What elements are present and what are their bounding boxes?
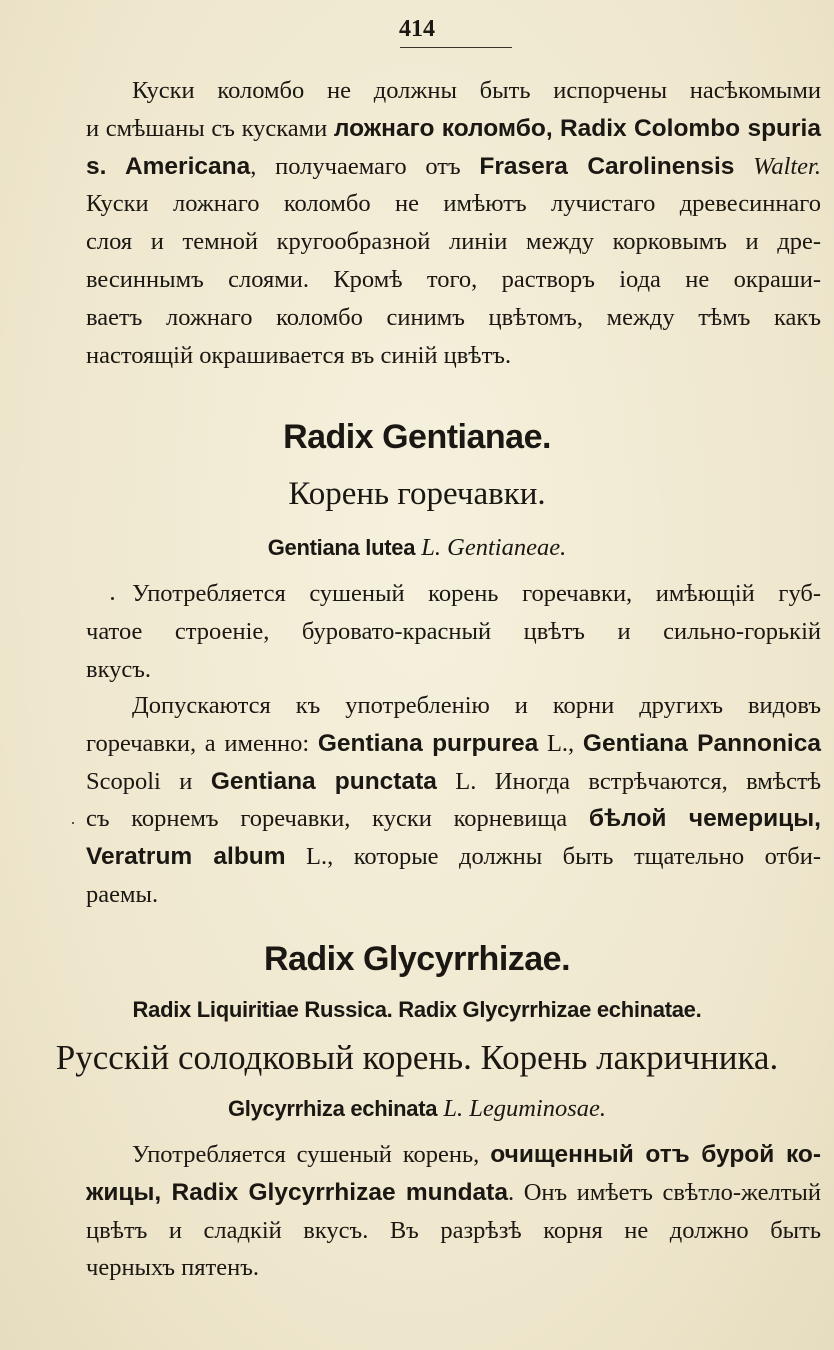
- paragraph-colombo: [86, 72, 821, 374]
- text-line: Куски ложнаго коломбо не имѣютъ лучистаго древесиннаго: [86, 190, 821, 218]
- paragraph-gentian-species: [86, 687, 821, 914]
- plant-source: [0, 534, 834, 562]
- text-line: ваетъ ложнаго коломбо синимъ цвѣтомъ, между тѣмъ какъ: [86, 303, 821, 331]
- ink-speck: [72, 822, 74, 824]
- text-line: Допускаются къ употребленію и корни другихъ видовъ: [132, 692, 821, 719]
- paragraph-licorice-description: [86, 1136, 821, 1287]
- section-title-russian: Русскій солодковый корень. Корень лакричника.: [55, 1038, 779, 1077]
- plant-source: [0, 1095, 834, 1123]
- section-title-latin: Radix Gentianae.: [283, 418, 551, 456]
- plant-author: L.: [443, 1095, 464, 1122]
- plant-name: Glycyrrhiza echinata: [227, 1096, 438, 1121]
- page-number: 414: [399, 16, 435, 42]
- text-line: Veratrum album L., которые должны быть тщательно отби-: [86, 843, 821, 871]
- text-line: и смѣшаны съ кусками ложнаго коломбо, Radix Colombo spuria: [86, 114, 821, 142]
- text-line: черныхъ пятенъ.: [86, 1254, 259, 1282]
- text-line: цвѣтъ и сладкій вкусъ. Въ разрѣзѣ корня не должно быть: [86, 1216, 821, 1244]
- text-line: Scopoli и Gentiana punctata L. Иногда встрѣчаются, вмѣстѣ: [86, 767, 821, 795]
- text-line: горечавки, а именно: Gentiana purpurea L., Gentiana Pannonica: [86, 729, 821, 757]
- text-line: вкусъ.: [86, 655, 152, 683]
- text-line: весиннымъ слоями. Кромѣ того, растворъ іода не окраши-: [86, 265, 821, 293]
- plant-family: Leguminosae.: [469, 1095, 607, 1122]
- text-line: настоящій окрашивается въ синій цвѣтъ.: [86, 341, 512, 369]
- page-number-rule: [400, 47, 512, 48]
- plant-author: L.: [421, 534, 442, 561]
- section-title-russian: Корень горечавки.: [288, 476, 546, 512]
- text-line: s. Americana, получаемаго отъ Frasera Carolinensis Walter.: [86, 152, 821, 180]
- text-line: Употребляется сушеный корень, очищенный отъ бурой ко-: [132, 1141, 822, 1168]
- plant-family: Gentianeae.: [447, 534, 567, 561]
- text-line: съ корнемъ горечавки, куски корневища бѣлой чемерицы,: [86, 805, 821, 833]
- section-synonyms-latin: Radix Liquiritiae Russica. Radix Glycyrrhizae echinatae.: [132, 997, 702, 1022]
- text-line: раемы.: [86, 880, 159, 908]
- section-title-latin: Radix Glycyrrhizae.: [263, 940, 571, 978]
- text-line: Употребляется сушеный корень горечавки, имѣющій губ-: [132, 580, 821, 607]
- plant-name: Gentiana lutea: [267, 535, 416, 560]
- text-line: чатое строеніе, буровато-красный цвѣтъ и сильно-горькій: [86, 617, 821, 645]
- paragraph-gentian-description: [86, 575, 821, 688]
- ink-speck: [111, 597, 114, 600]
- text-line: слоя и темной кругообразной линіи между корковымъ и дре-: [86, 228, 821, 256]
- text-line: жицы, Radix Glycyrrhizae mundata. Онъ имѣетъ свѣтло-желтый: [86, 1178, 821, 1206]
- text-line: Куски коломбо не должны быть испорчены насѣкомыми: [132, 77, 821, 104]
